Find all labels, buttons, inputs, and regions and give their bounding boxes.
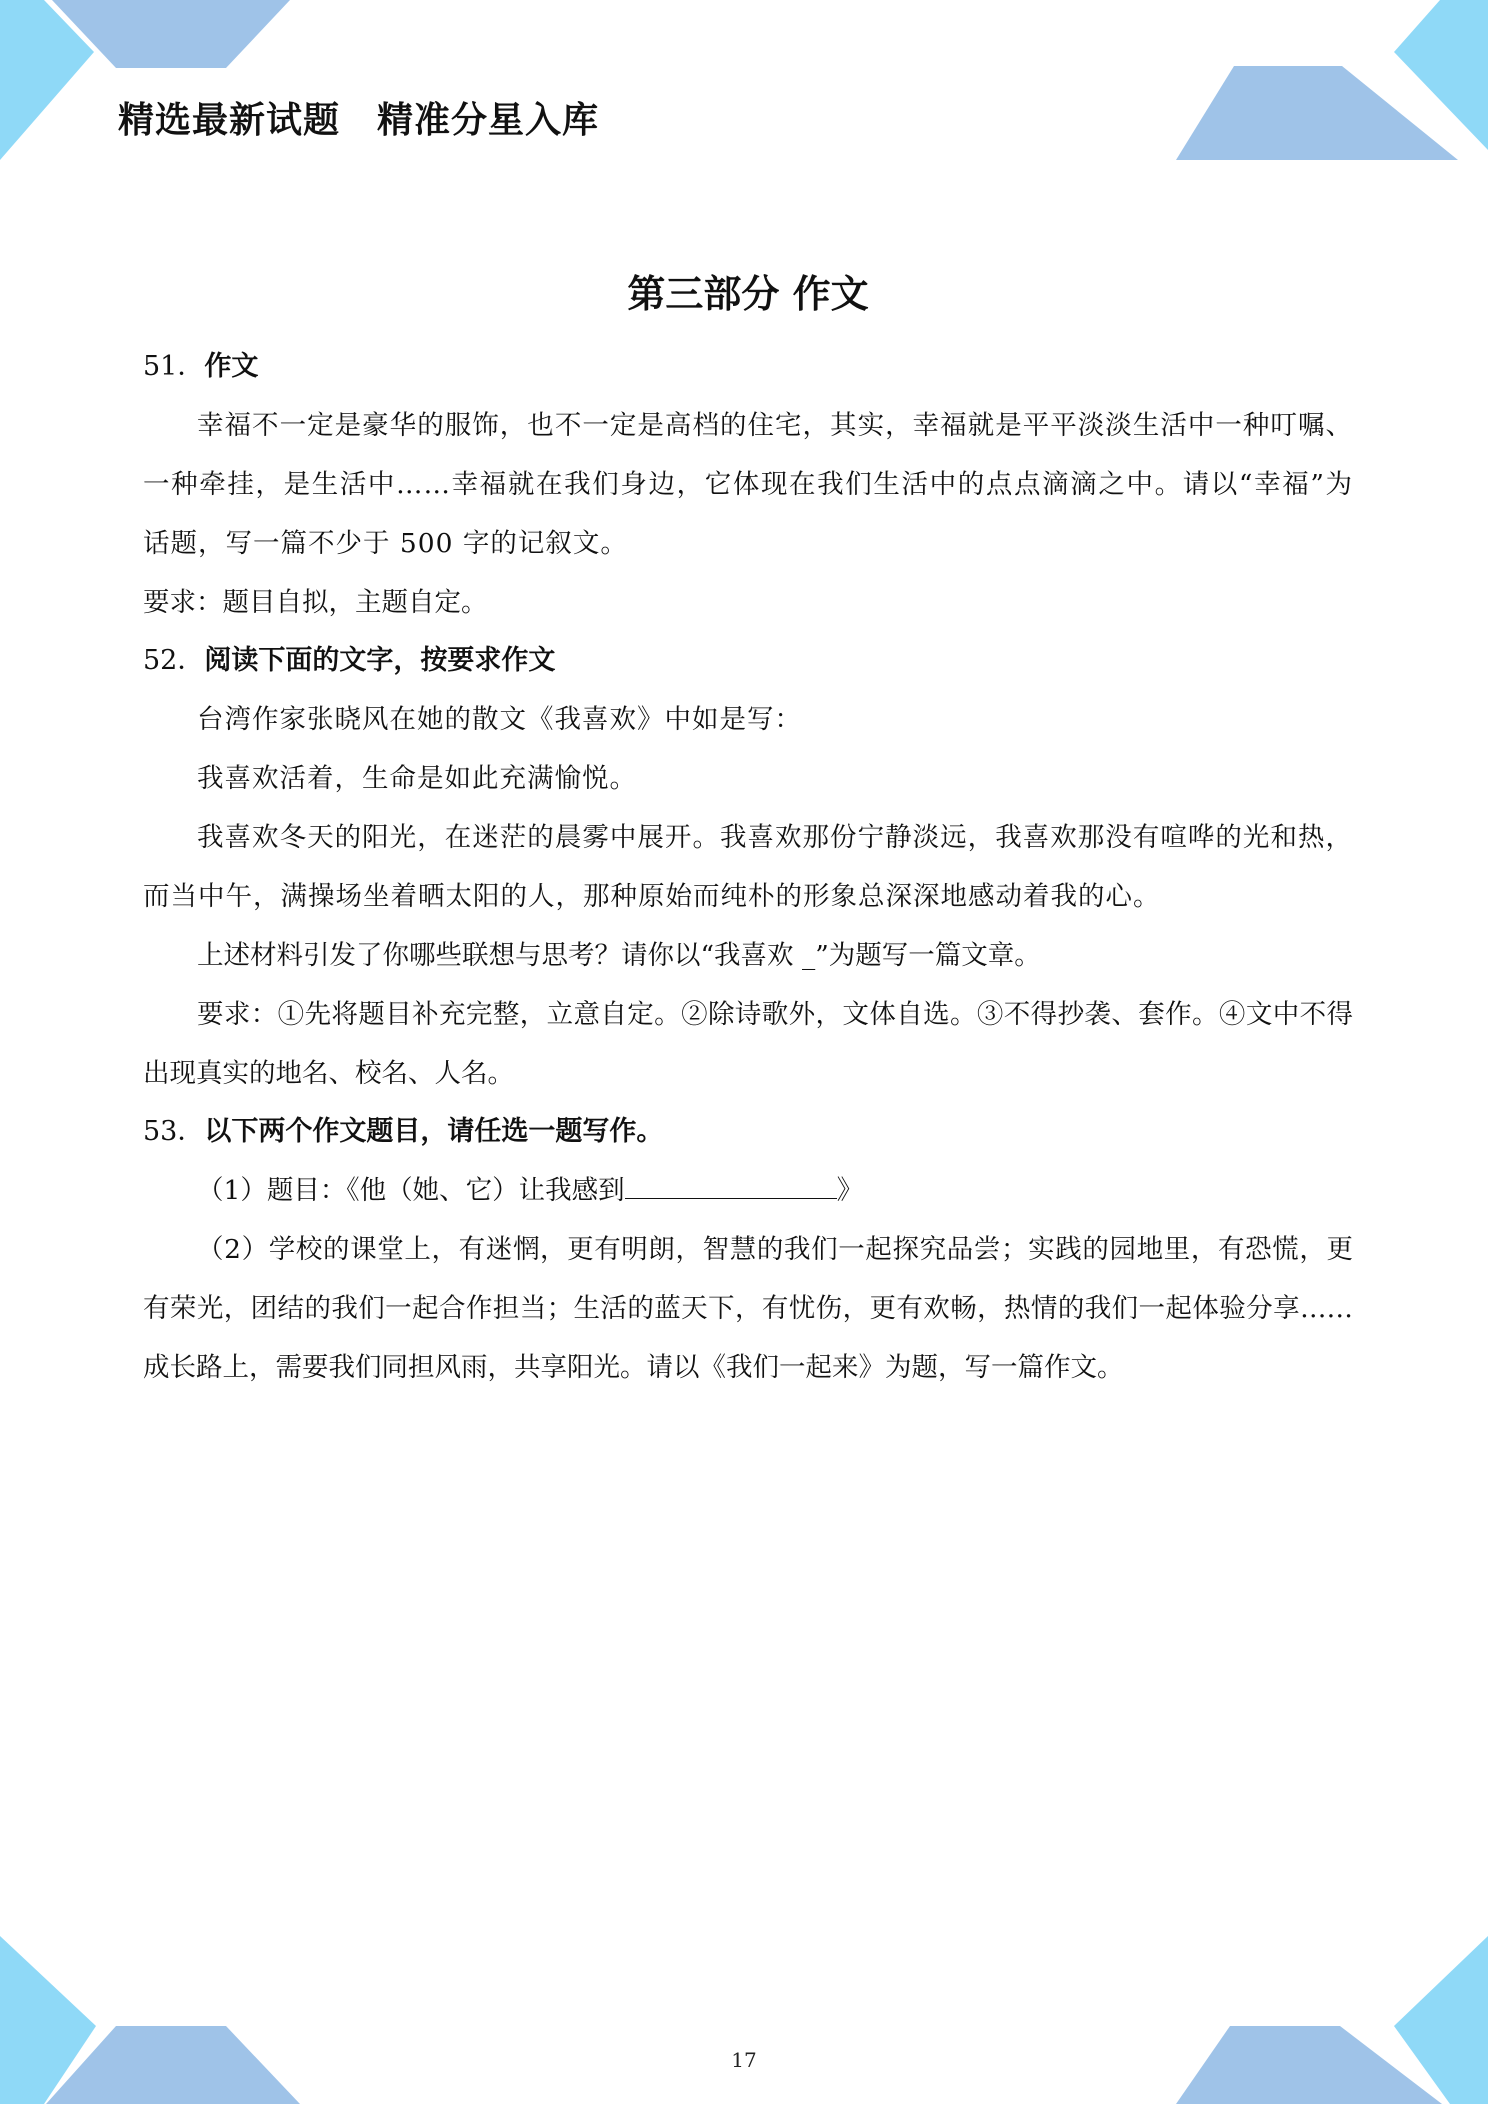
question-52-heading — [143, 632, 1353, 690]
question-53 — [143, 1103, 1353, 1397]
question-52-intro: 台湾作家张晓风在她的散文《我喜欢》中如是写： — [197, 704, 802, 735]
page-content — [143, 258, 1353, 1397]
question-52-number: 52． — [143, 645, 205, 676]
top-right-trapezoid — [1176, 66, 1458, 160]
question-52 — [143, 632, 1353, 1103]
header-title: 精选最新试题 精准分星入库 — [118, 100, 600, 141]
question-53-option-2: （2）学校的课堂上，有迷惘，更有明朗，智慧的我们一起探究品尝；实践的园地里，有恐慌，更有荣光，团结的我们一起合作担当；生活的蓝天下，有忧伤，更有欢畅，热情的我们一起体验分享……成长路上，需要我们同担风雨，共享阳光。请以《我们一起来》为题，写一篇作文。 — [143, 1234, 1353, 1383]
question-52-title: 阅读下面的文字，按要求作文 — [204, 645, 556, 676]
question-52-instruction: 上述材料引发了你哪些联想与思考？请你以“我喜欢 _”为题写一篇文章。 — [197, 940, 1041, 971]
question-51-requirement: 要求：题目自拟，主题自定。 — [143, 587, 488, 618]
question-53-number: 53． — [143, 1116, 205, 1147]
question-53-title: 以下两个作文题目，请任选一题写作。 — [204, 1116, 664, 1147]
question-52-requirement: 要求：①先将题目补充完整，立意自定。②除诗歌外，文体自选。③不得抄袭、套作。④文中不得出现真实的地名、校名、人名。 — [143, 999, 1353, 1089]
option-1-suffix: 》 — [836, 1175, 864, 1206]
question-53-option-1 — [143, 1161, 1353, 1220]
question-51-prompt: 幸福不一定是豪华的服饰，也不一定是高档的住宅，其实，幸福就是平平淡淡生活中一种叮嘱、一种牵挂，是生活中……幸福就在我们身边，它体现在我们生活中的点点滴滴之中。请以“幸福”为话题，写一篇不少于 500 字的记叙文。 — [143, 410, 1353, 559]
page-number: 17 — [731, 2048, 757, 2072]
fill-in-blank — [625, 1168, 837, 1199]
section-title: 第三部分 作文 — [627, 272, 869, 316]
question-51-number: 51． — [143, 351, 205, 382]
question-51 — [143, 338, 1353, 632]
question-51-title: 作文 — [204, 351, 259, 382]
option-1-text: （1）题目：《他（她、它）让我感到 — [197, 1175, 625, 1206]
question-52-quote-1: 我喜欢活着，生命是如此充满愉悦。 — [197, 763, 637, 794]
question-51-heading — [143, 338, 1353, 396]
question-52-quote-2: 我喜欢冬天的阳光，在迷茫的晨雾中展开。我喜欢那份宁静淡远，我喜欢那没有喧哗的光和热，而当中午，满操场坐着晒太阳的人，那种原始而纯朴的形象总深深地感动着我的心。 — [143, 822, 1353, 912]
question-53-heading — [143, 1103, 1353, 1161]
